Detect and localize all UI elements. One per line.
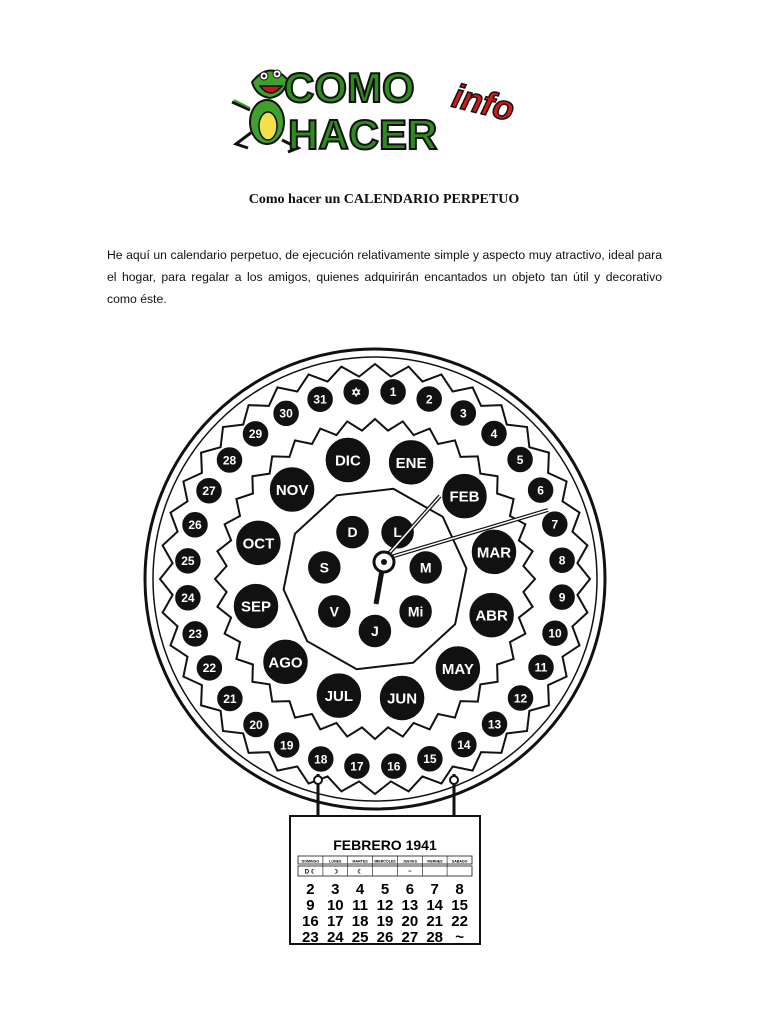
- weekday-cell-label: L: [393, 524, 402, 541]
- day-cell-label: 29: [248, 427, 263, 442]
- day-cell-4: [481, 420, 508, 447]
- weekday-header: LUNES: [329, 859, 342, 864]
- intro-paragraph: He aquí un calendario perpetuo, de ejecución relativamente simple y aspecto muy atractivo, ideal para el hogar, para regalar a los amigos, quienes adquirirán encantados un objeto tan útil y decorativo como éste.: [107, 248, 662, 306]
- month-cell-label: ABR: [475, 607, 508, 625]
- day-cell-label: 1: [389, 385, 397, 400]
- perpetual-calendar-illustration: [140, 334, 610, 969]
- day-cell-19: [273, 732, 300, 759]
- calendar-day-cell: 12: [376, 897, 394, 914]
- day-cell-label: 10: [548, 626, 562, 641]
- day-cell-label: 11: [534, 660, 548, 675]
- day-cell-9: [549, 584, 576, 611]
- day-cell-29: [242, 420, 269, 447]
- calendar-day-cell: ~: [408, 869, 412, 876]
- comohacer-logo: [222, 52, 552, 156]
- calendar-day-cell: 16: [302, 913, 319, 930]
- day-cell-18: [307, 746, 334, 773]
- calendar-day-cell: 23: [302, 929, 319, 946]
- month-cell-jun: [379, 675, 425, 721]
- day-cell-28: [216, 447, 243, 474]
- month-cell-ene: [388, 439, 434, 485]
- day-cell-label: 2: [425, 392, 433, 407]
- calendar-month-header: FEBRERO 1941: [333, 837, 437, 853]
- day-cell-24: [174, 584, 201, 611]
- day-cell-17: [343, 753, 370, 780]
- day-cell-label: 6: [537, 483, 544, 498]
- calendar-day-cell: 9: [306, 897, 315, 914]
- calendar-day-cell: 24: [326, 929, 344, 946]
- calendar-day-cell: 14: [426, 897, 444, 914]
- day-cell-label: ✡: [351, 385, 362, 400]
- month-cell-label: MAY: [441, 660, 474, 678]
- calendar-day-cell: ☽: [332, 869, 338, 876]
- weekday-header: MARTES: [352, 859, 368, 864]
- day-cell-5: [507, 446, 534, 473]
- month-cell-label: SEP: [240, 598, 272, 616]
- hanging-calendar: [290, 816, 480, 946]
- calendar-day-cell: 18: [351, 913, 369, 930]
- weekday-cell-d: [336, 515, 370, 549]
- weekday-header: DOMINGO: [301, 859, 320, 864]
- logo-word-como: COMO: [284, 64, 415, 111]
- calendar-day-cell: 21: [426, 913, 444, 930]
- day-cell-label: 30: [279, 406, 293, 421]
- day-cell-label: 25: [181, 554, 195, 569]
- day-cell-11: [528, 654, 555, 681]
- weekday-cell-v: [317, 594, 351, 628]
- calendar-day-cell: 25: [351, 929, 369, 946]
- weekday-cell-label: M: [419, 559, 432, 576]
- day-cell-26: [182, 511, 209, 538]
- weekday-cell-label: V: [329, 603, 339, 620]
- calendar-day-cell: 15: [451, 897, 468, 914]
- calendar-day-cell: 3: [331, 881, 340, 898]
- day-cell-6: [527, 477, 554, 504]
- day-cell-label: 4: [490, 426, 498, 441]
- day-cell-3: [450, 400, 477, 427]
- day-cell-14: [450, 731, 477, 758]
- day-cell-20: [243, 711, 270, 738]
- day-cell-15: [416, 745, 443, 772]
- day-cell-2: [416, 386, 443, 413]
- day-cell-1: [380, 378, 407, 405]
- month-cell-nov: [269, 467, 315, 513]
- day-cell-label: 20: [249, 717, 263, 732]
- day-cell-8: [549, 547, 576, 574]
- month-cell-oct: [235, 520, 281, 566]
- weekday-cell-mi: [399, 595, 433, 629]
- month-cell-label: ENE: [395, 454, 427, 472]
- calendar-day-cell: 7: [430, 881, 439, 898]
- month-cell-label: FEB: [449, 488, 480, 506]
- day-cell-label: 23: [188, 627, 202, 642]
- month-cell-ago: [263, 639, 309, 685]
- day-cell-label: 8: [558, 553, 566, 568]
- day-cell-label: 19: [280, 738, 294, 753]
- month-cell-label: JUL: [324, 688, 354, 705]
- day-cell-label: 7: [551, 517, 559, 532]
- day-cell-21: [216, 685, 243, 712]
- month-cell-may: [435, 646, 481, 692]
- day-cell-label: 3: [459, 406, 467, 421]
- day-cell-label: 5: [516, 452, 524, 467]
- weekday-header: MIERCOLES: [374, 859, 396, 864]
- month-cell-feb: [442, 473, 488, 519]
- day-cell-27: [196, 477, 223, 504]
- day-cell-label: 9: [558, 590, 566, 605]
- day-cell-label: 17: [350, 759, 364, 774]
- weekday-cell-m: [409, 551, 443, 585]
- month-cell-jul: [316, 673, 362, 719]
- day-cell-23: [182, 620, 209, 647]
- weekday-header: SABADO: [451, 859, 468, 864]
- calendar-day-cell: 20: [401, 913, 419, 930]
- calendar-day-cell: 5: [380, 881, 390, 898]
- calendar-day-cell: 11: [352, 897, 369, 914]
- day-cell-10: [542, 620, 569, 647]
- month-cell-label: OCT: [242, 535, 275, 553]
- weekday-header: JUEVES: [402, 859, 417, 864]
- day-cell-22: [196, 654, 223, 681]
- day-cell-label: 16: [387, 759, 401, 774]
- weekday-cell-label: S: [319, 559, 329, 576]
- day-cell-label: 27: [202, 484, 216, 498]
- calendar-day-cell: 27: [401, 929, 419, 946]
- month-cell-dic: [325, 437, 371, 483]
- calendar-day-cell: 4: [355, 881, 365, 898]
- calendar-day-cell: D ☾: [304, 869, 317, 876]
- day-cell-label: 15: [423, 752, 437, 767]
- day-cell-13: [481, 711, 508, 738]
- calendar-day-cell: 19: [376, 913, 394, 930]
- day-cell-7: [541, 511, 568, 538]
- day-cell-star: [343, 378, 370, 405]
- day-cell-label: 13: [487, 717, 502, 732]
- calendar-day-cell: 17: [326, 913, 344, 930]
- calendar-day-cell: 8: [455, 881, 464, 898]
- calendar-day-cell: 6: [405, 881, 415, 898]
- day-cell-31: [307, 386, 334, 413]
- calendar-day-cell: ☾: [357, 869, 363, 876]
- weekday-cell-s: [307, 550, 341, 584]
- document-title: Como hacer un CALENDARIO PERPETUO: [248, 192, 520, 207]
- weekday-cell-j: [358, 614, 392, 648]
- calendar-day-cell: 2: [306, 881, 315, 898]
- month-cell-label: DIC: [334, 452, 361, 470]
- day-cell-label: 22: [202, 661, 217, 676]
- logo-word-hacer: HACER: [288, 111, 438, 156]
- day-cell-16: [380, 753, 407, 780]
- day-cell-label: 28: [222, 453, 237, 468]
- month-cell-label: NOV: [275, 481, 309, 499]
- month-cell-sep: [233, 583, 279, 629]
- day-cell-label: 26: [188, 518, 202, 533]
- day-cell-label: 21: [223, 691, 237, 706]
- month-cell-abr: [469, 592, 515, 638]
- day-cell-label: 31: [313, 392, 327, 407]
- weekday-cell-label: Mi: [407, 603, 424, 620]
- day-cell-12: [507, 685, 534, 712]
- day-cell-30: [273, 400, 300, 427]
- calendar-day-cell: 13: [401, 897, 419, 914]
- month-cell-label: MAR: [476, 544, 512, 562]
- day-cell-label: 18: [314, 752, 328, 767]
- month-cell-mar: [471, 529, 517, 575]
- calendar-day-cell: 28: [426, 929, 444, 946]
- weekday-cell-label: D: [347, 524, 358, 541]
- calendar-day-cell: ~: [455, 929, 464, 946]
- calendar-day-cell: 22: [451, 913, 468, 930]
- calendar-day-cell: 26: [376, 929, 394, 946]
- weekday-header: VIERNES: [426, 859, 443, 864]
- day-cell-25: [174, 547, 201, 574]
- weekday-cell-label: J: [371, 623, 379, 639]
- day-cell-label: 14: [457, 738, 471, 752]
- month-cell-label: JUN: [387, 690, 418, 708]
- day-cell-label: 12: [513, 691, 528, 706]
- day-cell-label: 24: [181, 591, 195, 606]
- month-cell-label: AGO: [268, 654, 303, 672]
- logo-word-info: info: [448, 77, 519, 130]
- calendar-day-cell: 10: [326, 897, 344, 914]
